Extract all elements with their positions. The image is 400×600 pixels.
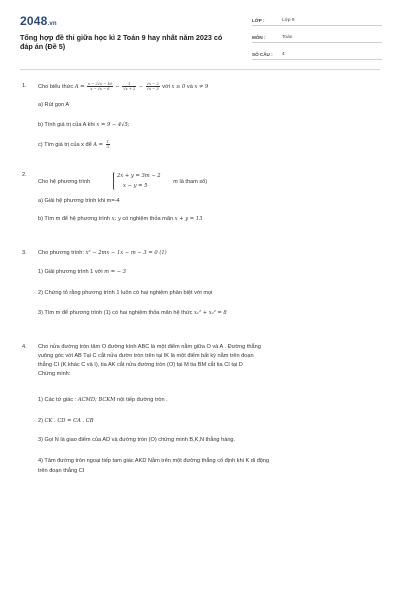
q2-part-b — [38, 216, 202, 223]
q2-parameter-var: m — [173, 179, 178, 185]
q4-line: Cho nửa đường tròn tâm O đường kính ABC là một điểm nằm giữa O và A . Đường thẳng — [38, 344, 261, 350]
q3-item-1-text: 1) Giải phương trình 1 với — [38, 269, 103, 275]
denominator: 3 — [106, 145, 109, 149]
q2-parameter-text: là tham số) — [179, 179, 208, 185]
q3-item-3-expr: x₁² + x₂² = 8 — [193, 310, 227, 316]
numerator: 1 — [122, 82, 136, 87]
q1-part-c-fraction — [106, 140, 110, 149]
q1-condition-and: và — [186, 83, 193, 90]
q2-parameter — [173, 179, 207, 186]
q2-equation-1: 2x + y = 3m − 2 — [117, 173, 161, 179]
q1-fraction-2 — [122, 82, 136, 91]
header-divider — [20, 69, 380, 70]
q4-item-3: 3) Gọi N là giao điểm của AD và đường tròn (O) chứng minh B,K,N thẳng hàng. — [38, 437, 236, 443]
q4-item-4-cont: trên đoạn thẳng CI — [38, 468, 85, 474]
meta-row-subject — [252, 29, 382, 43]
q2-number: 2. — [22, 172, 27, 178]
q3-item-3-text: 3) Tìm m để phương trình (1) có hai nghiệm thỏa mãn hệ thức — [38, 310, 193, 316]
logo-main: 2048 — [20, 14, 48, 28]
q3-statement — [38, 250, 167, 257]
meta-value: Toán — [282, 35, 293, 40]
q1-fraction-3 — [146, 82, 160, 91]
meta-value: Lớp 9 — [282, 18, 295, 23]
denominator: √x − 3 — [146, 87, 159, 91]
q1-statement: Cho biểu thức A = $\frac{x - 2√x - 16}{x - √x - 6}$ − $\frac{1}{√x + 2}$ − $\frac{√x - 2}{√x - 3}$ với x ≥ 0 và x ≠ 9 — [38, 82, 209, 91]
q1-intro: Cho biểu thức — [38, 83, 74, 90]
q3-intro: Cho phương trình: — [38, 250, 84, 256]
q3-item-1-expr: m = − 3 — [104, 269, 126, 275]
meta-key: LỚP : — [252, 18, 265, 23]
q4-item-2-expr: CK . CD = CA . CB — [44, 418, 94, 424]
denominator: √x + 2 — [123, 87, 136, 91]
numerator: x − 2√x − 16 — [88, 82, 112, 86]
q4-item-2-label: 2) — [38, 418, 43, 424]
q4-item-1-text2: nội tiếp đường tròn . — [117, 397, 168, 403]
q1-part-b-expr: x = 9 − 4√5; — [96, 122, 130, 128]
q2-part-b-text: b) Tìm m để hệ phương trình — [38, 216, 110, 222]
q1-condition-2: x ≠ 9 — [194, 83, 209, 90]
q3-item-2: 2) Chứng tỏ rằng phương trình 1 luôn có hai nghiệm phân biệt với mọi — [38, 290, 213, 296]
numerator: 1 — [106, 140, 109, 144]
q1-number: 1. — [22, 83, 27, 89]
q2-part-b-text2: có nghiệm thỏa mãn — [122, 216, 174, 222]
document-title: Tổng hợp đề thi giữa học kì 2 Toán 9 hay nhất năm 2023 có đáp án (Đề 5) — [20, 33, 223, 51]
meta-value: 4 — [282, 52, 285, 57]
q2-intro: Cho hệ phương trình — [38, 179, 91, 185]
q4-line: vuông góc với AB Tại C cắt nửa đườn tròn trên tại IK là một điểm bất kỳ nằm trên đoạn — [38, 353, 254, 359]
q4-line: thẳng CI (K khác C và I), tia AK cắt nửa đường tròn (O) tại M tia BM cắt tia CI tại D — [38, 362, 243, 368]
q4-number: 4. — [22, 344, 27, 350]
q1-fraction-1 — [87, 82, 113, 91]
q1-part-c — [38, 140, 111, 149]
q2-part-b-expr: x + y = 13 — [174, 216, 203, 222]
q4-item-4: 4) Tâm đường tròn ngoại tiếp tam giác AKD Nằm trên một đường thẳng cố định khi K di động — [38, 458, 270, 464]
q4-item-1-text: 1) Các tứ giác : — [38, 397, 77, 403]
meta-key: MÔN : — [252, 35, 266, 40]
q1-condition-1: x ≥ 0 — [171, 83, 186, 90]
denominator: x − √x − 6 — [90, 87, 110, 91]
q4-item-1 — [38, 397, 168, 404]
logo-suffix: .vn — [47, 21, 57, 27]
q2-system — [117, 171, 161, 191]
site-logo[interactable] — [20, 14, 57, 28]
q4-line: Chứng minh: — [38, 371, 71, 377]
q1-part-a: a) Rút gọn A — [38, 102, 70, 108]
q2-equation-2: x − y = 5 — [123, 183, 148, 189]
q1-part-c-lhs: A = — [93, 141, 103, 148]
q4-item-1-expr: ACMD; BCKM — [77, 397, 116, 403]
q3-number: 3. — [22, 250, 27, 256]
q3-equation: x² − 2mx − 1x − m − 3 = 0 (1) — [85, 250, 167, 256]
numerator: √x − 2 — [146, 82, 159, 86]
meta-key: SỐ CÂU : — [252, 52, 273, 57]
meta-box — [252, 12, 382, 63]
q1-condition-word: với — [162, 83, 170, 90]
q1-part-b — [38, 122, 130, 129]
q1-expr-lhs: A = — [74, 83, 85, 90]
q3-item-3 — [38, 310, 227, 317]
q2-part-b-vars: x; y — [111, 216, 121, 222]
meta-row-count — [252, 46, 382, 60]
q1-part-b-text: b) Tính giá trị của A khi — [38, 122, 95, 128]
meta-row-class — [252, 12, 382, 26]
q4-item-2 — [38, 418, 94, 425]
q2-part-a: a) Giải hệ phương trình khi m=-4 — [38, 198, 120, 204]
q1-part-c-text: c) Tìm giá trị của x để — [38, 141, 92, 148]
q3-item-1 — [38, 269, 126, 276]
